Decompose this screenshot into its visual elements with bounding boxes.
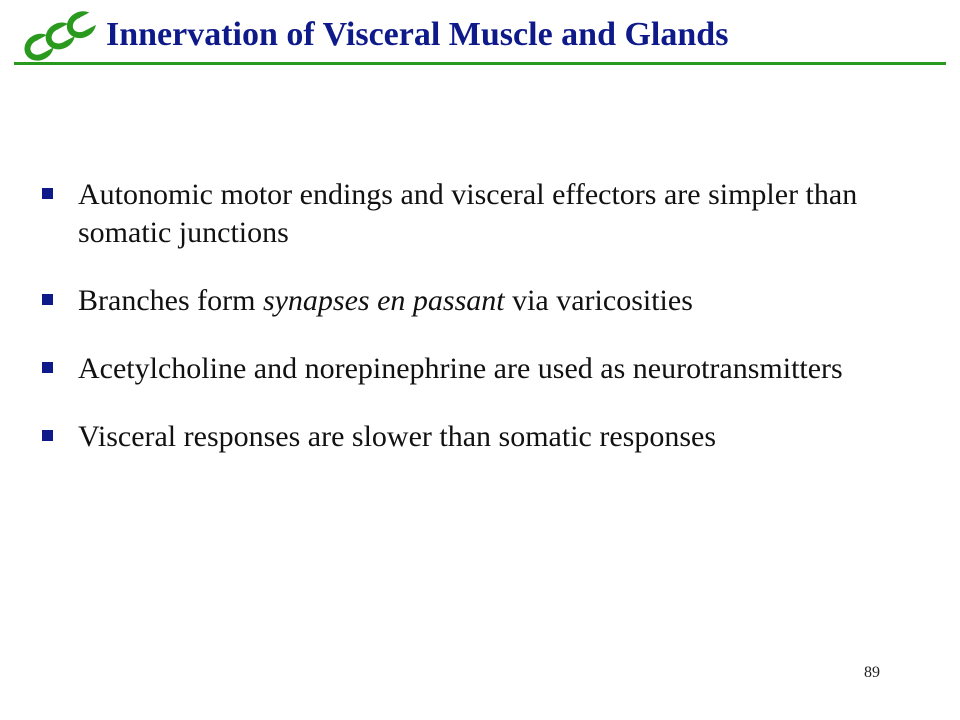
bullet-text-italic: synapses en passant bbox=[262, 284, 505, 317]
square-bullet-icon bbox=[42, 294, 53, 305]
bullet-text: Autonomic motor endings and visceral effectors are simpler than somatic junctions bbox=[78, 178, 858, 249]
logo-text: CCC bbox=[60, 60, 64, 61]
ccc-logo bbox=[14, 8, 110, 62]
square-bullet-icon bbox=[42, 362, 53, 373]
page-number: 89 bbox=[864, 664, 880, 681]
bullet-list bbox=[42, 176, 922, 486]
bullet-item bbox=[42, 350, 922, 388]
bullet-item bbox=[42, 282, 922, 320]
title-divider bbox=[14, 62, 946, 65]
square-bullet-icon bbox=[42, 188, 53, 199]
bullet-text: Acetylcholine and norepinephrine are used as neurotransmitters bbox=[78, 352, 843, 385]
square-bullet-icon bbox=[42, 430, 53, 441]
bullet-text: Visceral responses are slower than somatic responses bbox=[78, 420, 716, 453]
bullet-text-before: Branches form bbox=[78, 284, 263, 317]
bullet-item bbox=[42, 418, 922, 456]
slide-title: Innervation of Visceral Muscle and Glands bbox=[106, 16, 729, 53]
slide-header bbox=[0, 0, 960, 70]
bullet-item bbox=[42, 176, 922, 252]
bullet-text-after: via varicosities bbox=[504, 284, 693, 317]
